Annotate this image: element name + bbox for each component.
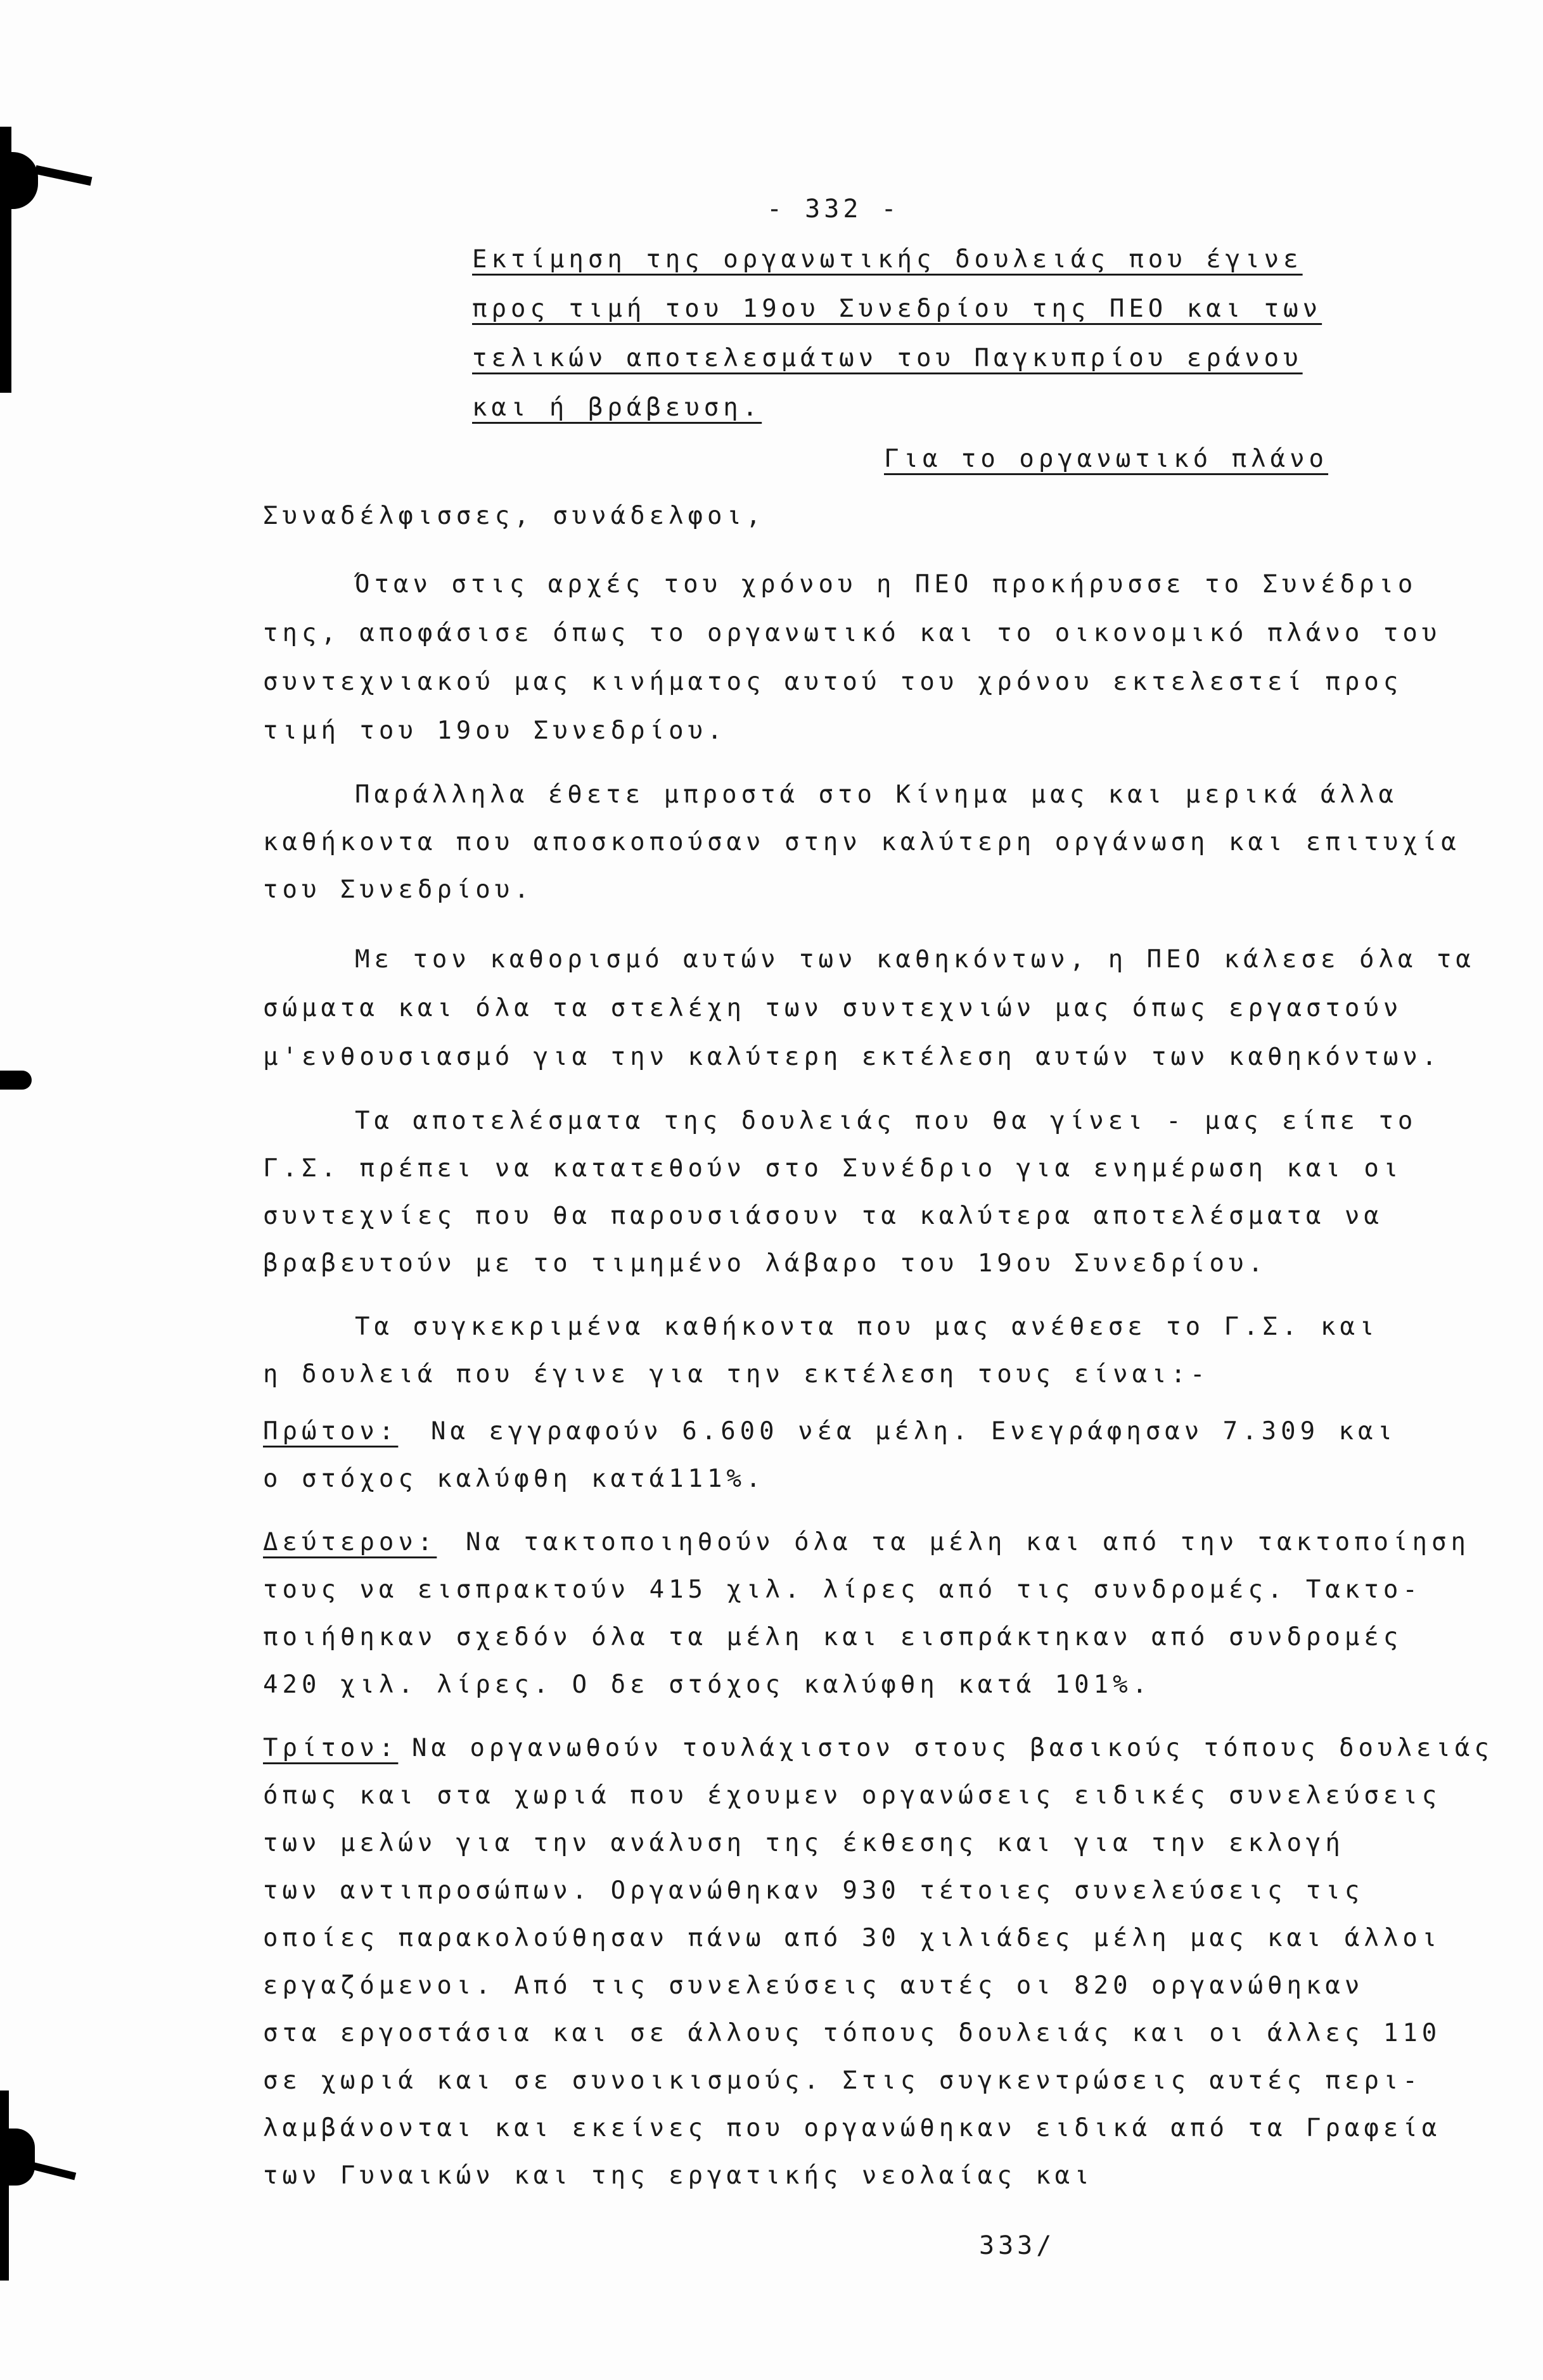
paragraph-line: Παράλληλα έθετε μπροστά στο Κίνημα μας και μερικά άλλα <box>355 780 1398 809</box>
paragraph-line: τιμή του 19ου Συνεδρίου. <box>263 716 727 745</box>
paragraph-line: συντεχνίες που θα παρουσιάσουν τα καλύτερα αποτελέσματα να <box>263 1202 1383 1230</box>
paragraph-line: βραβευτούν με το τιμημένο λάβαρο του 19ου Συνεδρίου. <box>263 1249 1267 1278</box>
page-number: - 332 - <box>767 194 900 224</box>
paragraph-line: μ'ενθουσιασμό για την καλύτερη εκτέλεση αυτών των καθηκόντων. <box>263 1043 1442 1071</box>
paragraph-line: Τα αποτελέσματα της δουλειάς που θα γίνει - μας είπε το <box>355 1107 1418 1135</box>
continuation-page-number: 333/ <box>979 2231 1056 2260</box>
paragraph-line: στα εργοστάσια και σε άλλους τόπους δουλειάς και οι άλλες 110 <box>263 2019 1442 2047</box>
title-line: προς τιμή του 19ου Συνεδρίου της ΠΕΟ και των <box>472 295 1322 323</box>
paragraph-line: των αντιπροσώπων. Οργανώθηκαν 930 τέτοιες συνελεύσεις τις <box>263 1876 1364 1905</box>
binding-mark <box>35 165 93 186</box>
paragraph-line: συντεχνιακού μας κινήματος αυτού του χρόνου εκτελεστεί προς <box>263 668 1403 696</box>
paragraph-line: Με τον καθορισμό αυτών των καθηκόντων, η ΠΕΟ κάλεσε όλα τα <box>355 945 1475 974</box>
paragraph-line: λαμβάνονται και εκείνες που οργανώθηκαν ειδικά από τα Γραφεία <box>263 2114 1442 2142</box>
paragraph-line: σε χωριά και σε συνοικισμούς. Στις συγκεντρώσεις αυτές περι- <box>263 2066 1422 2095</box>
paragraph-line: της, αποφάσισε όπως το οργανωτικό και το οικονομικό πλάνο του <box>263 619 1442 647</box>
title-line: τελικών αποτελεσμάτων του Παγκυπρίου εράνου <box>472 344 1303 372</box>
paragraph-line: Τα συγκεκριμένα καθήκοντα που μας ανέθεσε το Γ.Σ. και <box>355 1313 1379 1341</box>
title-line: Εκτίμηση της οργανωτικής δουλειάς που έγινε <box>472 245 1303 274</box>
title-line: και ή βράβευση. <box>472 393 762 422</box>
binding-mark <box>0 2090 9 2281</box>
paragraph-line: των μελών για την ανάλυση της έκθεσης και για την εκλογή <box>263 1829 1345 1857</box>
paragraph-line: ο στόχος καλύφθη κατά111%. <box>263 1465 765 1493</box>
binding-mark <box>0 2129 35 2186</box>
section-subtitle: Για το οργανωτικό πλάνο <box>884 445 1329 473</box>
item-label: Τρίτον: <box>263 1734 399 1762</box>
paragraph-line: του Συνεδρίου. <box>263 875 534 904</box>
paragraph-line: εργαζόμενοι. Από τις συνελεύσεις αυτές οι 820 οργανώθηκαν <box>263 1971 1364 2000</box>
item-label: Δεύτερον: <box>263 1528 437 1556</box>
paragraph-line: 420 χιλ. λίρες. Ο δε στόχος καλύφθη κατά 101%. <box>263 1670 1152 1699</box>
paragraph-line: όπως και στα χωριά που έχουμεν οργανώσεις ειδικές συνελεύσεις <box>263 1781 1442 1810</box>
paragraph-line: τους να εισπρακτούν 415 χιλ. λίρες από τις συνδρομές. Τακτο- <box>263 1575 1422 1604</box>
paragraph-line: σώματα και όλα τα στελέχη των συντεχνιών μας όπως εργαστούν <box>263 994 1403 1022</box>
paragraph-line: Να τακτοποιηθούν όλα τα μέλη και από την τακτοποίηση <box>466 1528 1470 1556</box>
paragraph-line: Να εγγραφούν 6.600 νέα μέλη. Ενεγράφησαν 7.309 και <box>431 1417 1397 1446</box>
paragraph-line: η δουλειά που έγινε για την εκτέλεση τους είναι:- <box>263 1360 1210 1389</box>
paragraph-line: Να οργανωθούν τουλάχιστον στους βασικούς τόπους δουλειάς <box>412 1734 1494 1762</box>
paragraph-line: ποιήθηκαν σχεδόν όλα τα μέλη και εισπράκτηκαν από συνδρομές <box>263 1623 1403 1651</box>
paragraph-line: των Γυναικών και της εργατικής νεολαίας και <box>263 2161 1094 2190</box>
binding-mark <box>0 1071 32 1090</box>
paragraph-line: οποίες παρακολούθησαν πάνω από 30 χιλιάδες μέλη μας και άλλοι <box>263 1924 1442 1952</box>
salutation: Συναδέλφισσες, συνάδελφοι, <box>263 502 765 530</box>
item-label: Πρώτον: <box>263 1417 399 1446</box>
paragraph-line: Γ.Σ. πρέπει να κατατεθούν στο Συνέδριο για ενημέρωση και οι <box>263 1154 1403 1183</box>
paragraph-line: Όταν στις αρχές του χρόνου η ΠΕΟ προκήρυσσε το Συνέδριο <box>355 570 1418 599</box>
paragraph-line: καθήκοντα που αποσκοπούσαν στην καλύτερη οργάνωση και επιτυχία <box>263 828 1461 856</box>
binding-mark <box>0 152 38 209</box>
